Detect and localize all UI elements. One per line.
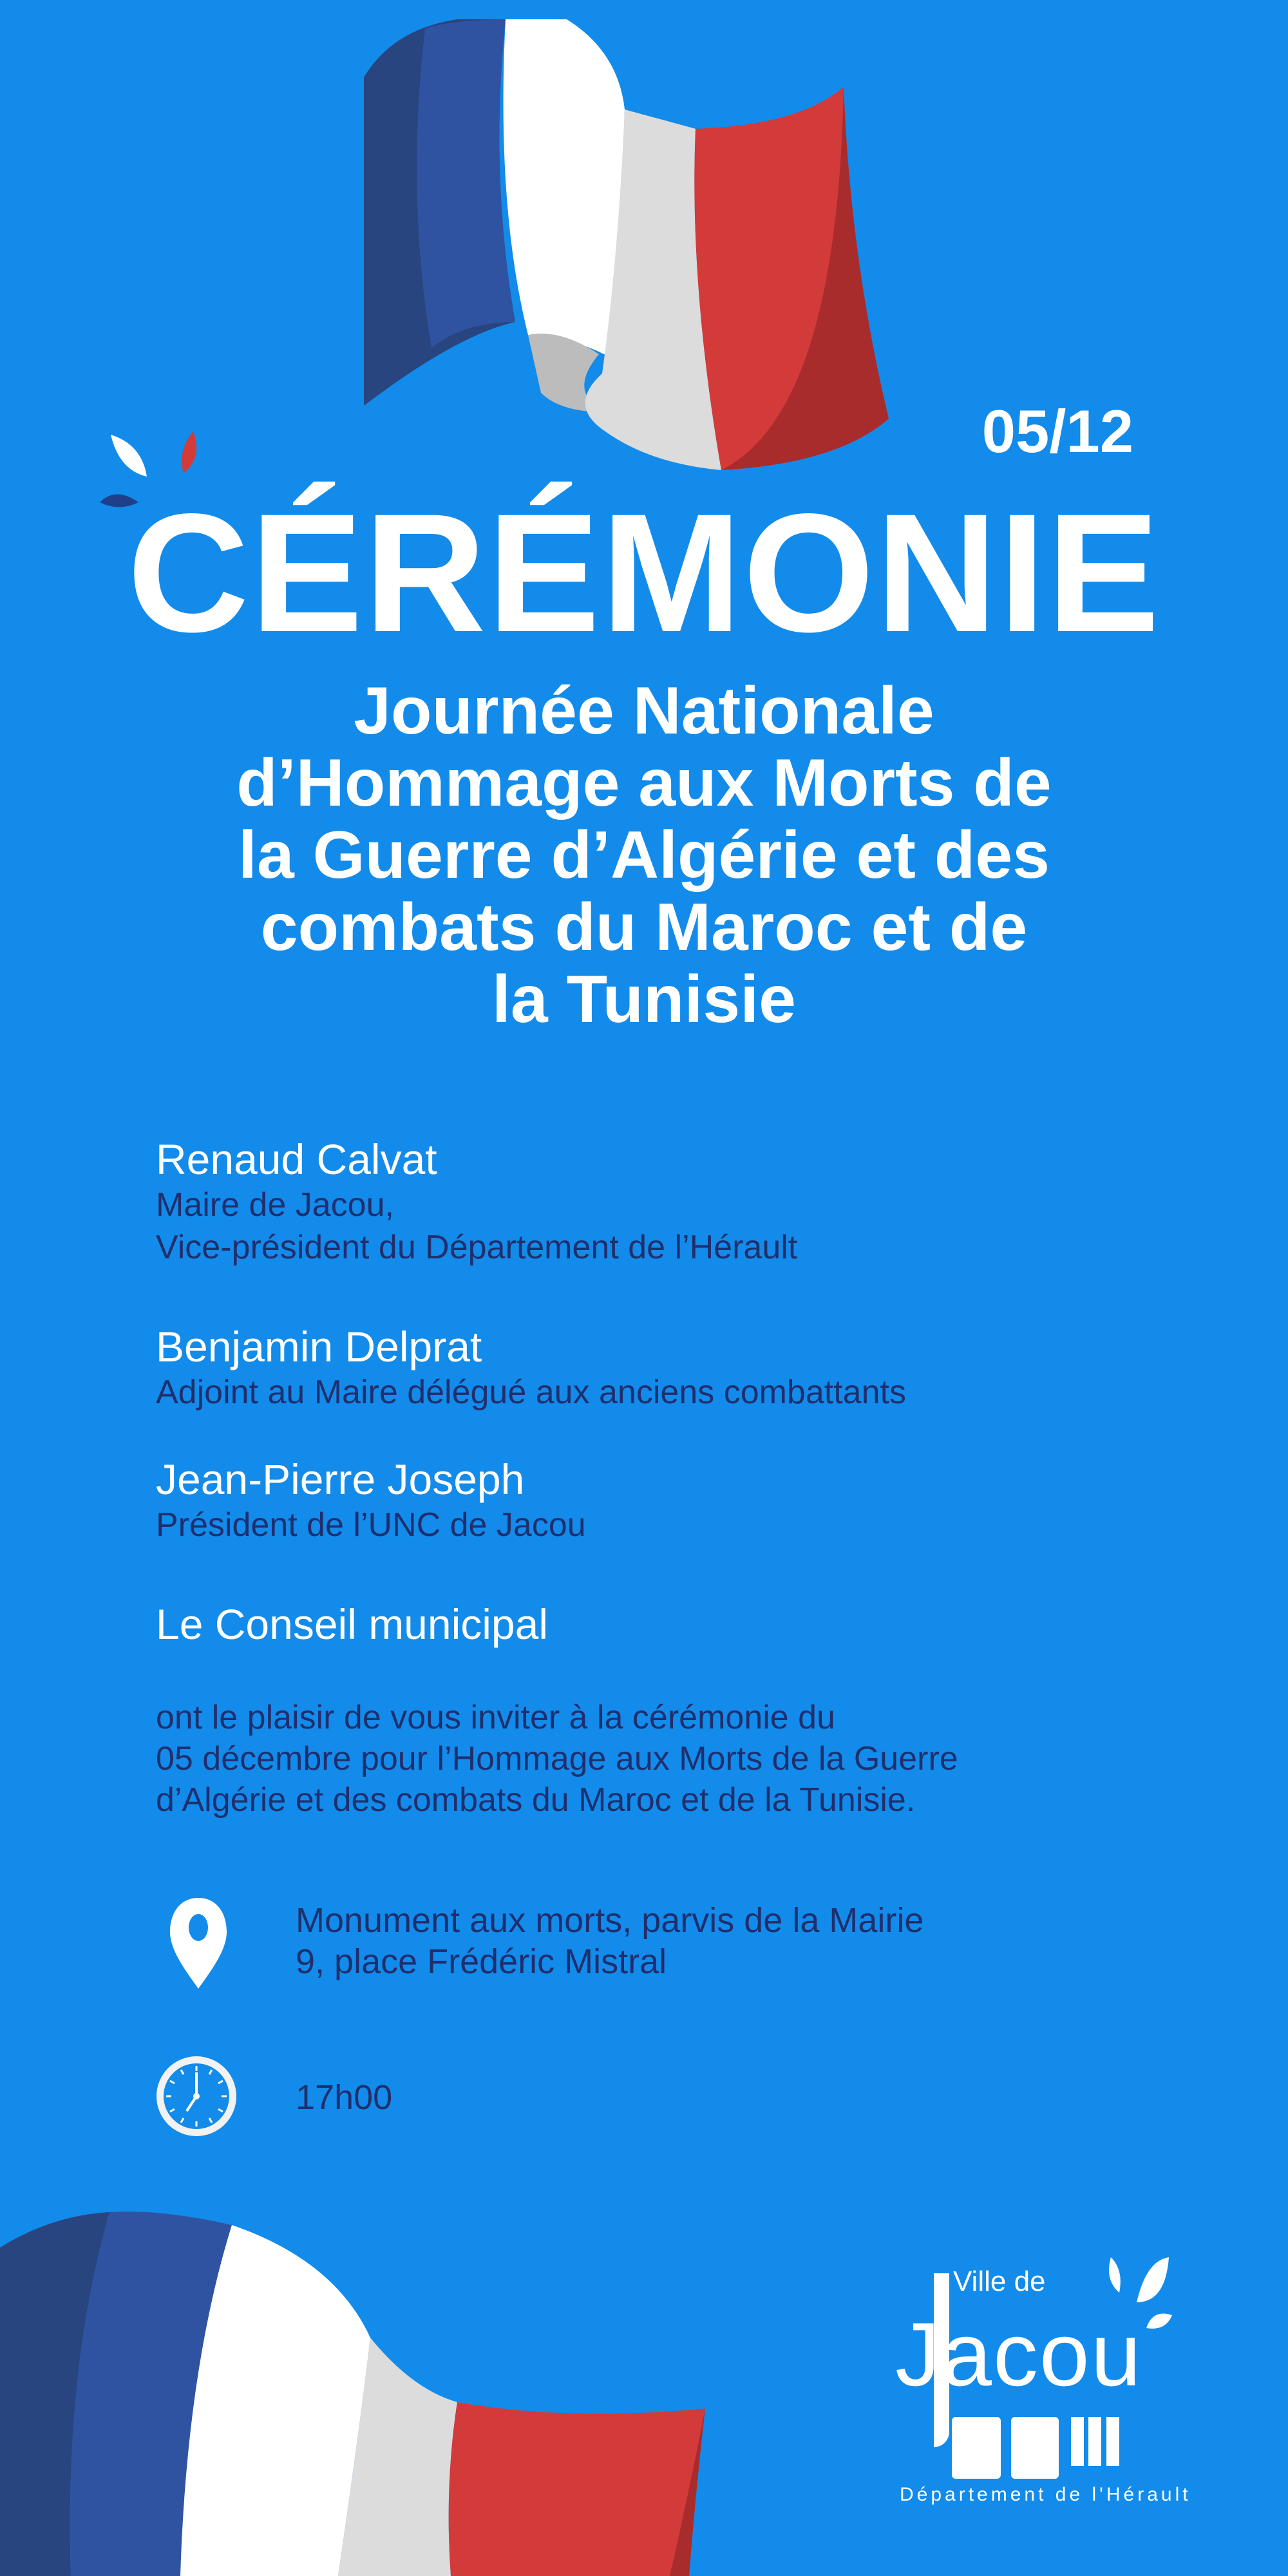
host-name: Le Conseil municipal <box>156 1600 548 1648</box>
ville-de-jacou-logo <box>869 2254 1256 2505</box>
event-subtitle <box>129 675 1159 1036</box>
invitation-text <box>156 1697 958 1821</box>
subtitle-line: la Guerre d’Algérie et des <box>238 818 1050 893</box>
host-role: Président de l’UNC de Jacou <box>156 1506 586 1544</box>
subtitle-line: la Tunisie <box>492 962 796 1037</box>
logo-leaves-icon <box>1101 2254 1179 2338</box>
map-pin-icon <box>169 1897 228 1990</box>
address-line: 9, place Frédéric Mistral <box>296 1942 667 1981</box>
host-role: Vice-président du Département de l’Hérault <box>156 1229 798 1266</box>
host-name: Benjamin Delprat <box>156 1323 482 1370</box>
invitation-line: d’Algérie et des combats du Maroc et de la Tunisie. <box>156 1781 916 1819</box>
host-role: Maire de Jacou, <box>156 1186 394 1224</box>
event-date: 05/12 <box>981 397 1133 465</box>
host-role: Adjoint au Maire délégué aux anciens combattants <box>156 1374 906 1411</box>
location-address <box>296 1900 923 1982</box>
logo-name: Jacou <box>895 2304 1142 2405</box>
event-time: 17h00 <box>296 2078 393 2117</box>
subtitle-line: combats du Maroc et de <box>260 890 1028 965</box>
logo-top-text: Ville de <box>953 2266 1046 2297</box>
subtitle-line: Journée Nationale <box>354 674 934 748</box>
page-title: CÉRÉMONIE <box>127 478 1161 667</box>
french-flag-illustration-top <box>348 13 902 483</box>
invitation-line: 05 décembre pour l’Hommage aux Morts de la Guerre <box>156 1740 958 1777</box>
address-line: Monument aux morts, parvis de la Mairie <box>296 1901 924 1940</box>
logo-bottom-text: Département de l'Hérault <box>900 2484 1191 2505</box>
host-name: Jean-Pierre Joseph <box>156 1455 525 1503</box>
subtitle-line: d’Hommage aux Morts de <box>236 746 1052 820</box>
host-name: Renaud Calvat <box>156 1135 437 1183</box>
invitation-line: ont le plaisir de vous inviter à la cérémonie du <box>156 1699 836 1736</box>
clock-icon <box>155 2054 238 2138</box>
french-flag-illustration-bottom <box>0 2209 708 2576</box>
